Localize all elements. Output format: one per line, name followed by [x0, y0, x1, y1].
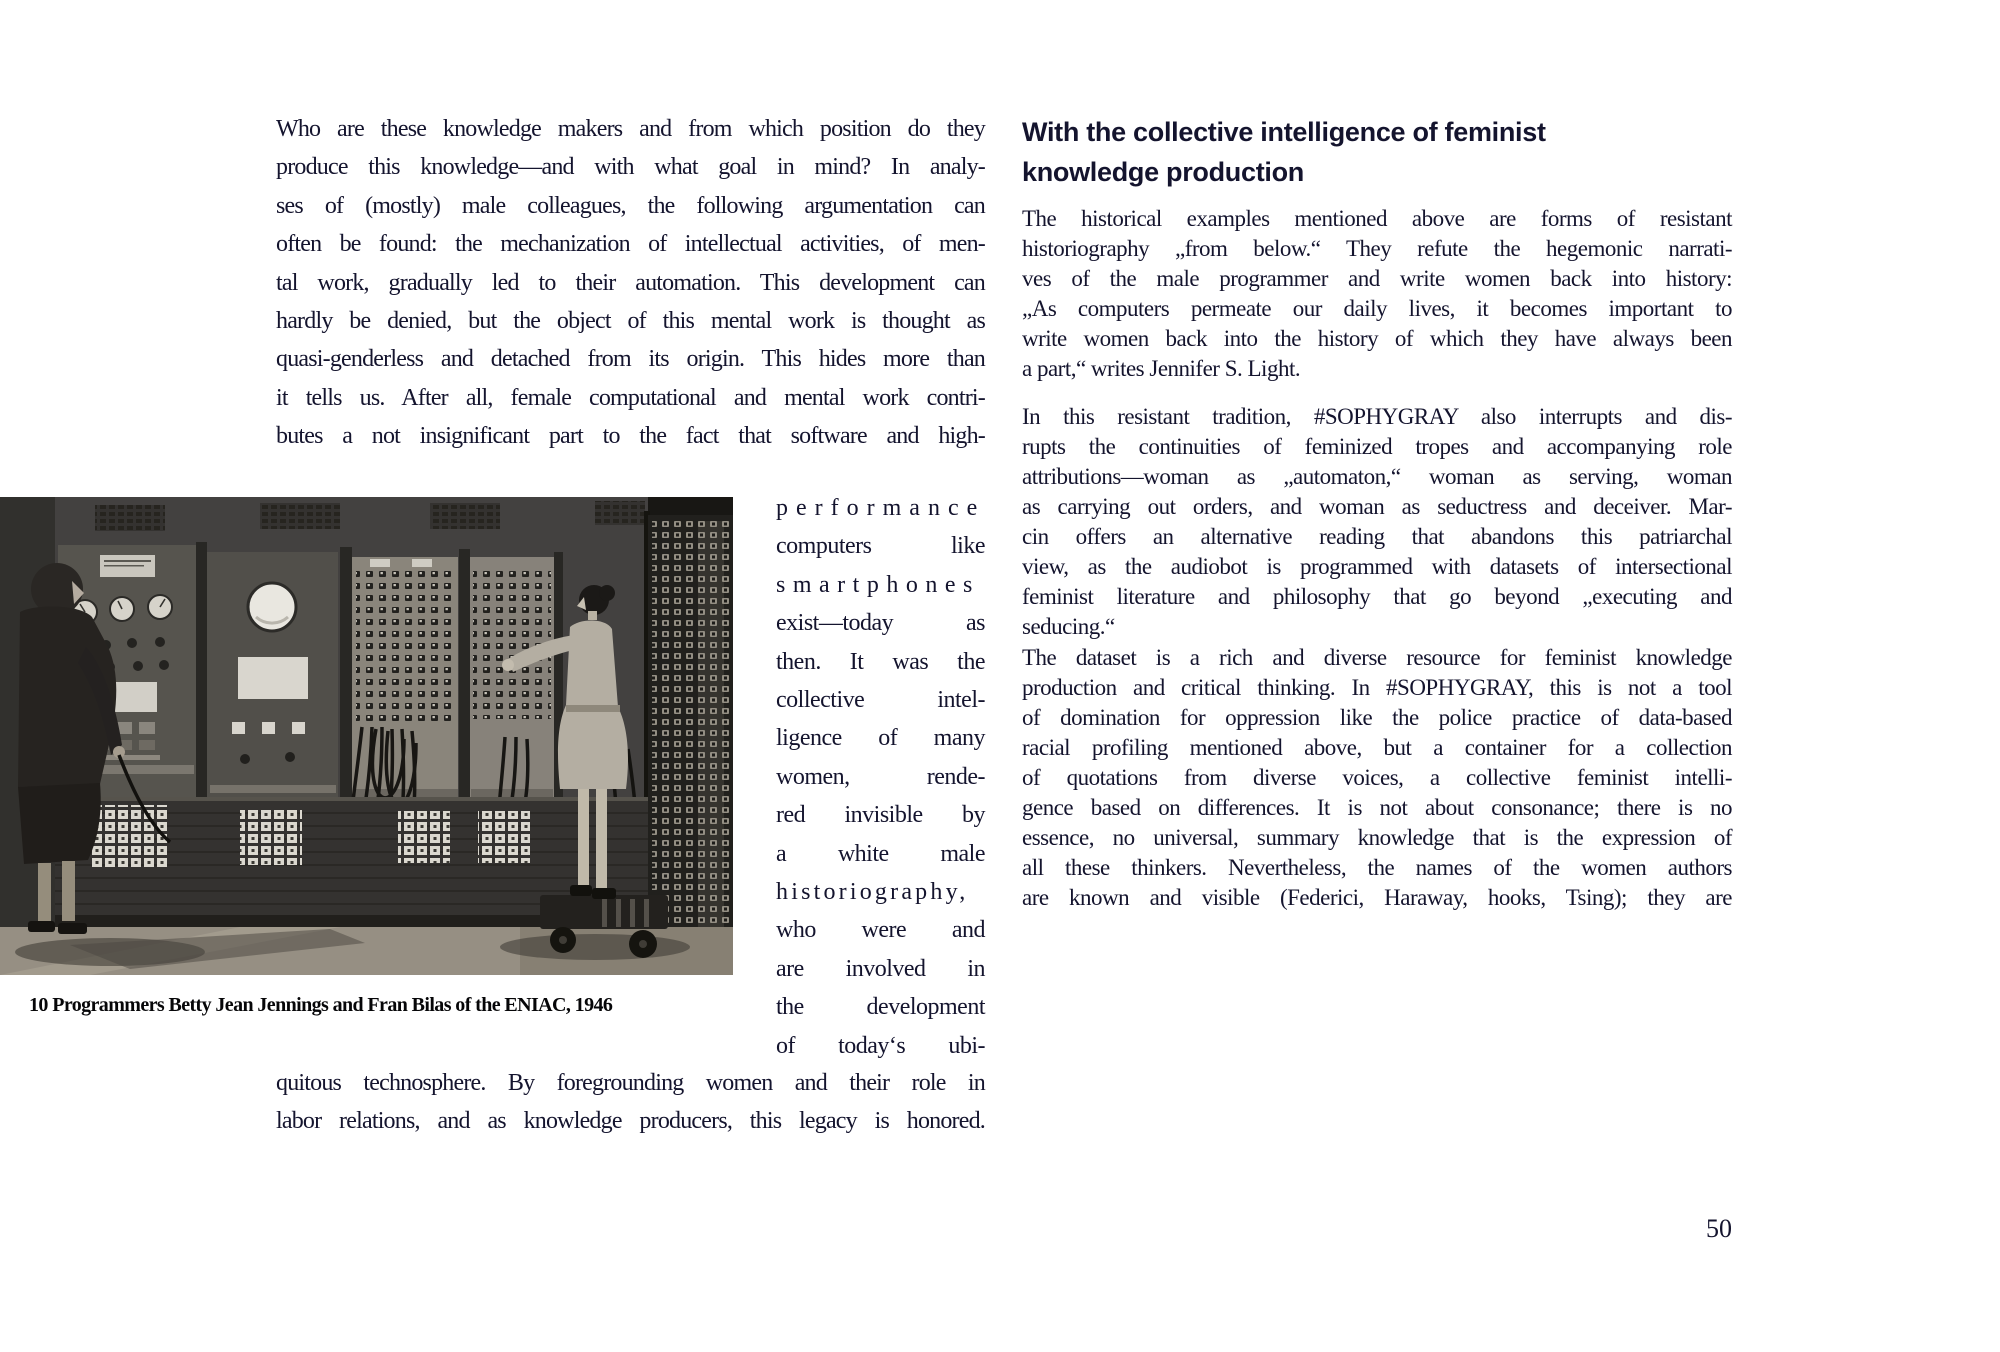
- text-line: performance: [776, 495, 986, 521]
- text-line: the development: [776, 994, 985, 1021]
- text-line: quasi-genderless and detached from its origin. This hides more than: [276, 346, 985, 373]
- figure-eniac: [0, 497, 733, 975]
- text-line: smartphones: [776, 571, 980, 598]
- text-line: In this resistant tradition, #SOPHYGRAY also interrupts and dis-: [1022, 404, 1732, 429]
- plugboard-panel: [644, 497, 733, 957]
- left-paragraph-wrap: [776, 489, 985, 1065]
- text-line: seducing.“: [1022, 614, 1115, 639]
- text-line: ligence of many: [776, 725, 985, 752]
- section-heading: [1022, 112, 1732, 192]
- control-panel-dial: [207, 552, 338, 817]
- text-line: of domination for oppression like the police practice of data-based: [1022, 705, 1732, 730]
- text-line: all these thinkers. Nevertheless, the names of the women authors: [1022, 855, 1732, 880]
- text-line: rupts the continuities of feminized tropes and accompanying role: [1022, 434, 1732, 459]
- text-line: production and critical thinking. In #SOPHYGRAY, this is not a tool: [1022, 675, 1732, 700]
- text-line: exist—today as: [776, 610, 985, 637]
- left-paragraph-top: [276, 110, 985, 456]
- right-paragraph-2: [1022, 402, 1732, 642]
- text-line: red invisible by: [776, 802, 985, 829]
- text-line: computers like: [776, 533, 985, 560]
- right-paragraph-1: [1022, 204, 1732, 384]
- text-line: produce this knowledge—and with what goal in mind? In analy-: [276, 154, 985, 181]
- text-line: write women back into the history of which they have always been: [1022, 326, 1732, 351]
- text-line: a white male: [776, 840, 985, 867]
- text-line: racial profiling mentioned above, but a container for a collection: [1022, 735, 1732, 760]
- figure-caption: 10 Programmers Betty Jean Jennings and Fran Bilas of the ENIAC, 1946: [29, 994, 613, 1016]
- text-line: „As computers permeate our daily lives, it becomes important to: [1022, 296, 1732, 321]
- text-line: who were and: [776, 917, 985, 944]
- text-line: quitous technosphere. By foregrounding women and their role in: [276, 1070, 985, 1096]
- text-line: butes a not insignificant part to the fact that software and high-: [276, 423, 985, 450]
- text-line: as carrying out orders, and woman as seductress and deceiver. Mar-: [1022, 494, 1732, 519]
- text-line: Who are these knowledge makers and from which position do they: [276, 116, 985, 142]
- text-line: ses of (mostly) male colleagues, the following argumentation can: [276, 192, 985, 219]
- text-line: historiography „from below.“ They refute the hegemonic narrati-: [1022, 236, 1732, 261]
- text-line: hardly be denied, but the object of this mental work is thought as: [276, 308, 985, 335]
- text-line: The historical examples mentioned above are forms of resistant: [1022, 206, 1732, 231]
- text-line: cin offers an alternative reading that abandons this patriarchal: [1022, 524, 1732, 549]
- text-line: then. It was the: [776, 648, 985, 675]
- heading-line: With the collective intelligence of feminist: [1022, 117, 1546, 147]
- text-line: of quotations from diverse voices, a collective feminist intelli-: [1022, 765, 1732, 790]
- text-line: gence based on differences. It is not about consonance; there is no: [1022, 795, 1732, 820]
- text-line: essence, no universal, summary knowledge that is the expression of: [1022, 825, 1732, 850]
- text-line: The dataset is a rich and diverse resource for feminist knowledge: [1022, 645, 1732, 670]
- heading-line: knowledge production: [1022, 157, 1304, 187]
- text-line: historiography,: [776, 879, 969, 906]
- text-line: view, as the audiobot is programmed with datasets of intersectional: [1022, 554, 1732, 579]
- text-line: tal work, gradually led to their automation. This development can: [276, 269, 985, 296]
- text-line: collective intel-: [776, 687, 985, 714]
- text-line: attributions—woman as „automaton,“ woman as serving, woman: [1022, 464, 1732, 489]
- text-line: are involved in: [776, 955, 985, 982]
- text-line: women, rende-: [776, 763, 985, 790]
- text-line: it tells us. After all, female computational and mental work contri-: [276, 384, 985, 411]
- text-line: feminist literature and philosophy that go beyond „executing and: [1022, 584, 1732, 609]
- right-paragraph-3: [1022, 643, 1732, 913]
- text-line: a part,“ writes Jennifer S. Light.: [1022, 356, 1301, 381]
- floor: [0, 927, 733, 975]
- text-line: of today‘s ubi-: [776, 1032, 985, 1059]
- text-line: ves of the male programmer and write women back into history:: [1022, 266, 1732, 291]
- text-line: are known and visible (Federici, Haraway, hooks, Tsing); they are: [1022, 885, 1732, 910]
- text-line: labor relations, and as knowledge producers, this legacy is honored.: [276, 1108, 985, 1135]
- text-line: often be found: the mechanization of intellectual activities, of men-: [276, 231, 985, 258]
- page-number: 50: [1706, 1214, 1732, 1243]
- eniac-photo: [0, 497, 733, 975]
- left-paragraph-bottom: [276, 1064, 985, 1141]
